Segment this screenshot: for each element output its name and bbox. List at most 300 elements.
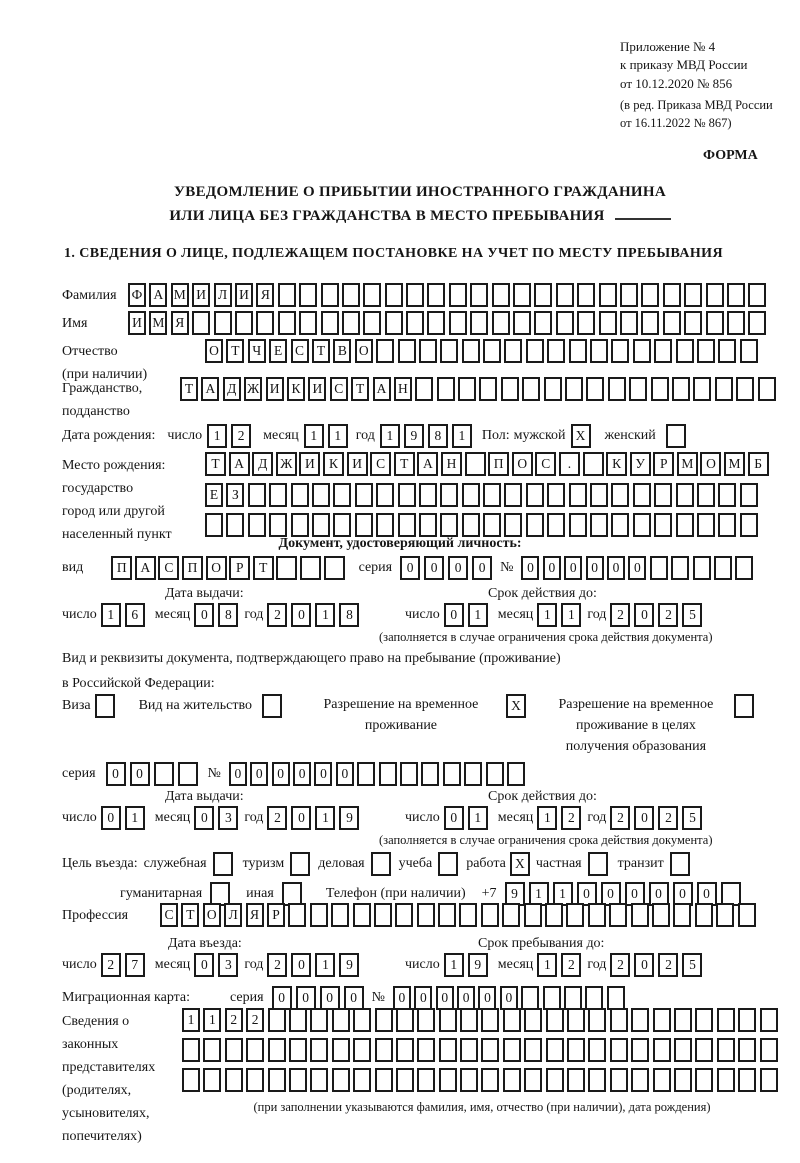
char-cell[interactable]: Я	[256, 283, 274, 307]
char-cell[interactable]	[182, 1068, 200, 1092]
char-cell[interactable]: 0	[414, 986, 432, 1010]
char-cell[interactable]	[588, 1068, 606, 1092]
char-cell[interactable]	[654, 513, 672, 537]
char-cell[interactable]	[503, 1038, 521, 1062]
char-cell[interactable]	[585, 986, 603, 1010]
char-cell[interactable]	[611, 483, 629, 507]
char-cell[interactable]	[481, 1038, 499, 1062]
char-cell[interactable]: 0	[314, 762, 332, 786]
char-cell[interactable]: Ж	[244, 377, 262, 401]
char-cell[interactable]	[415, 377, 433, 401]
char-cell[interactable]	[569, 513, 587, 537]
char-cell[interactable]	[226, 513, 244, 537]
char-cell[interactable]	[654, 339, 672, 363]
char-cell[interactable]	[427, 283, 445, 307]
char-cell[interactable]	[740, 483, 758, 507]
char-cell[interactable]: 0	[697, 882, 717, 906]
char-cell[interactable]	[651, 377, 669, 401]
char-cell[interactable]: 8	[339, 603, 359, 627]
char-cell[interactable]	[631, 1038, 649, 1062]
char-cell[interactable]: 1	[553, 882, 573, 906]
char-cell[interactable]: Р	[229, 556, 250, 580]
char-cell[interactable]	[419, 483, 437, 507]
char-cell[interactable]	[376, 513, 394, 537]
purpose-business-checkbox[interactable]	[371, 852, 391, 876]
char-cell[interactable]	[439, 1068, 457, 1092]
char-cell[interactable]	[760, 1038, 778, 1062]
char-cell[interactable]	[620, 311, 638, 335]
char-cell[interactable]	[633, 483, 651, 507]
char-cell[interactable]	[443, 762, 461, 786]
purpose-study-checkbox[interactable]	[438, 852, 458, 876]
char-cell[interactable]	[481, 1008, 499, 1032]
char-cell[interactable]: 2	[267, 953, 287, 977]
char-cell[interactable]	[631, 1008, 649, 1032]
purpose-transit-checkbox[interactable]	[670, 852, 690, 876]
char-cell[interactable]: К	[287, 377, 305, 401]
char-cell[interactable]	[312, 513, 330, 537]
char-cell[interactable]	[588, 1008, 606, 1032]
char-cell[interactable]: 2	[658, 603, 678, 627]
char-cell[interactable]	[353, 1038, 371, 1062]
char-cell[interactable]	[738, 1038, 756, 1062]
char-cell[interactable]	[375, 1068, 393, 1092]
char-cell[interactable]	[483, 339, 501, 363]
char-cell[interactable]: И	[128, 311, 146, 335]
char-cell[interactable]: О	[206, 556, 227, 580]
char-cell[interactable]: 1	[468, 806, 488, 830]
char-cell[interactable]	[256, 311, 274, 335]
char-cell[interactable]	[504, 483, 522, 507]
char-cell[interactable]: А	[229, 452, 250, 476]
char-cell[interactable]: 0	[272, 762, 290, 786]
char-cell[interactable]	[203, 1068, 221, 1092]
char-cell[interactable]	[385, 311, 403, 335]
char-cell[interactable]: О	[512, 452, 533, 476]
char-cell[interactable]	[324, 556, 345, 580]
char-cell[interactable]	[353, 903, 371, 927]
char-cell[interactable]	[727, 311, 745, 335]
char-cell[interactable]: 0	[393, 986, 411, 1010]
char-cell[interactable]	[353, 1008, 371, 1032]
char-cell[interactable]	[609, 903, 627, 927]
char-cell[interactable]	[556, 283, 574, 307]
char-cell[interactable]: 0	[586, 556, 604, 580]
char-cell[interactable]	[486, 762, 504, 786]
char-cell[interactable]	[235, 311, 253, 335]
char-cell[interactable]	[437, 377, 455, 401]
char-cell[interactable]: .	[559, 452, 580, 476]
char-cell[interactable]: 2	[246, 1008, 264, 1032]
char-cell[interactable]	[154, 762, 174, 786]
char-cell[interactable]: 1	[452, 424, 472, 448]
char-cell[interactable]: 0	[478, 986, 496, 1010]
char-cell[interactable]: Е	[205, 483, 223, 507]
char-cell[interactable]	[738, 1008, 756, 1032]
char-cell[interactable]	[706, 283, 724, 307]
char-cell[interactable]	[439, 1008, 457, 1032]
char-cell[interactable]: 1	[561, 603, 581, 627]
char-cell[interactable]: Л	[214, 283, 232, 307]
char-cell[interactable]	[417, 1008, 435, 1032]
char-cell[interactable]: И	[347, 452, 368, 476]
char-cell[interactable]: 1	[182, 1008, 200, 1032]
char-cell[interactable]: 3	[218, 806, 238, 830]
char-cell[interactable]: 0	[673, 882, 693, 906]
char-cell[interactable]	[503, 1008, 521, 1032]
char-cell[interactable]: 0	[634, 603, 654, 627]
char-cell[interactable]	[663, 283, 681, 307]
char-cell[interactable]: Т	[351, 377, 369, 401]
char-cell[interactable]: П	[488, 452, 509, 476]
char-cell[interactable]	[526, 483, 544, 507]
char-cell[interactable]: И	[308, 377, 326, 401]
char-cell[interactable]	[524, 1008, 542, 1032]
residence-permit-checkbox[interactable]	[262, 694, 282, 718]
char-cell[interactable]	[464, 762, 482, 786]
char-cell[interactable]: 0	[472, 556, 492, 580]
char-cell[interactable]: 2	[101, 953, 121, 977]
char-cell[interactable]: Т	[253, 556, 274, 580]
char-cell[interactable]: 0	[543, 556, 561, 580]
char-cell[interactable]: 0	[250, 762, 268, 786]
char-cell[interactable]	[289, 1068, 307, 1092]
char-cell[interactable]	[693, 556, 711, 580]
char-cell[interactable]	[526, 513, 544, 537]
char-cell[interactable]: 9	[339, 953, 359, 977]
char-cell[interactable]: 0	[601, 882, 621, 906]
char-cell[interactable]: 1	[101, 603, 121, 627]
char-cell[interactable]	[569, 483, 587, 507]
char-cell[interactable]: 2	[267, 603, 287, 627]
char-cell[interactable]	[440, 483, 458, 507]
char-cell[interactable]: 1	[537, 806, 557, 830]
char-cell[interactable]: С	[535, 452, 556, 476]
char-cell[interactable]	[299, 283, 317, 307]
char-cell[interactable]: 0	[320, 986, 340, 1010]
char-cell[interactable]: А	[373, 377, 391, 401]
char-cell[interactable]	[483, 483, 501, 507]
char-cell[interactable]	[248, 483, 266, 507]
char-cell[interactable]: 2	[231, 424, 251, 448]
char-cell[interactable]	[400, 762, 418, 786]
char-cell[interactable]	[695, 1038, 713, 1062]
char-cell[interactable]	[590, 483, 608, 507]
char-cell[interactable]	[760, 1008, 778, 1032]
char-cell[interactable]: 1	[304, 424, 324, 448]
char-cell[interactable]	[291, 513, 309, 537]
char-cell[interactable]: 1	[537, 603, 557, 627]
char-cell[interactable]: 0	[625, 882, 645, 906]
char-cell[interactable]	[534, 283, 552, 307]
char-cell[interactable]	[748, 283, 766, 307]
char-cell[interactable]: О	[205, 339, 223, 363]
char-cell[interactable]: 0	[628, 556, 646, 580]
char-cell[interactable]: 1	[125, 806, 145, 830]
char-cell[interactable]	[333, 513, 351, 537]
char-cell[interactable]	[268, 1038, 286, 1062]
char-cell[interactable]	[462, 339, 480, 363]
char-cell[interactable]	[693, 377, 711, 401]
char-cell[interactable]: М	[149, 311, 167, 335]
char-cell[interactable]: 9	[339, 806, 359, 830]
char-cell[interactable]	[547, 339, 565, 363]
char-cell[interactable]	[439, 1038, 457, 1062]
male-checkbox[interactable]: X	[571, 424, 591, 448]
char-cell[interactable]: Т	[226, 339, 244, 363]
char-cell[interactable]	[718, 483, 736, 507]
char-cell[interactable]: Т	[312, 339, 330, 363]
char-cell[interactable]	[483, 513, 501, 537]
char-cell[interactable]	[440, 339, 458, 363]
char-cell[interactable]	[760, 1068, 778, 1092]
char-cell[interactable]	[398, 483, 416, 507]
char-cell[interactable]: 0	[194, 603, 214, 627]
char-cell[interactable]: 1	[207, 424, 227, 448]
char-cell[interactable]	[611, 513, 629, 537]
char-cell[interactable]	[524, 1038, 542, 1062]
char-cell[interactable]	[758, 377, 776, 401]
char-cell[interactable]: 5	[682, 603, 702, 627]
char-cell[interactable]: Н	[441, 452, 462, 476]
char-cell[interactable]	[544, 377, 562, 401]
char-cell[interactable]: 1	[203, 1008, 221, 1032]
char-cell[interactable]	[459, 903, 477, 927]
char-cell[interactable]: О	[203, 903, 221, 927]
char-cell[interactable]	[363, 283, 381, 307]
char-cell[interactable]	[300, 556, 321, 580]
char-cell[interactable]: П	[182, 556, 203, 580]
char-cell[interactable]: 0	[457, 986, 475, 1010]
char-cell[interactable]	[342, 311, 360, 335]
char-cell[interactable]: М	[677, 452, 698, 476]
char-cell[interactable]	[268, 1068, 286, 1092]
char-cell[interactable]	[374, 903, 392, 927]
char-cell[interactable]: Н	[394, 377, 412, 401]
char-cell[interactable]	[588, 1038, 606, 1062]
char-cell[interactable]	[396, 1008, 414, 1032]
char-cell[interactable]	[246, 1038, 264, 1062]
char-cell[interactable]	[522, 377, 540, 401]
purpose-work-checkbox[interactable]: X	[510, 852, 530, 876]
char-cell[interactable]	[458, 377, 476, 401]
char-cell[interactable]	[353, 1068, 371, 1092]
char-cell[interactable]	[225, 1038, 243, 1062]
char-cell[interactable]: 8	[218, 603, 238, 627]
char-cell[interactable]: 6	[125, 603, 145, 627]
char-cell[interactable]	[385, 283, 403, 307]
char-cell[interactable]: 9	[404, 424, 424, 448]
char-cell[interactable]	[608, 377, 626, 401]
char-cell[interactable]	[610, 1008, 628, 1032]
char-cell[interactable]	[268, 1008, 286, 1032]
char-cell[interactable]: П	[111, 556, 132, 580]
char-cell[interactable]	[465, 452, 486, 476]
char-cell[interactable]	[717, 1008, 735, 1032]
char-cell[interactable]: 0	[448, 556, 468, 580]
char-cell[interactable]	[620, 283, 638, 307]
char-cell[interactable]: 0	[564, 556, 582, 580]
char-cell[interactable]	[526, 339, 544, 363]
char-cell[interactable]	[481, 903, 499, 927]
char-cell[interactable]: А	[201, 377, 219, 401]
char-cell[interactable]	[663, 311, 681, 335]
char-cell[interactable]: С	[291, 339, 309, 363]
char-cell[interactable]	[654, 483, 672, 507]
char-cell[interactable]: 0	[106, 762, 126, 786]
char-cell[interactable]	[312, 483, 330, 507]
char-cell[interactable]	[588, 903, 606, 927]
char-cell[interactable]: И	[235, 283, 253, 307]
char-cell[interactable]: С	[370, 452, 391, 476]
char-cell[interactable]: 2	[658, 806, 678, 830]
visa-checkbox[interactable]	[95, 694, 115, 718]
char-cell[interactable]: 0	[291, 603, 311, 627]
char-cell[interactable]	[569, 339, 587, 363]
char-cell[interactable]: 0	[291, 806, 311, 830]
char-cell[interactable]	[674, 1008, 692, 1032]
char-cell[interactable]	[697, 513, 715, 537]
char-cell[interactable]: М	[724, 452, 745, 476]
char-cell[interactable]: 1	[315, 953, 335, 977]
char-cell[interactable]	[449, 283, 467, 307]
char-cell[interactable]	[310, 1008, 328, 1032]
char-cell[interactable]: 3	[218, 953, 238, 977]
char-cell[interactable]	[717, 1038, 735, 1062]
purpose-tourism-checkbox[interactable]	[290, 852, 310, 876]
char-cell[interactable]	[652, 903, 670, 927]
char-cell[interactable]: 8	[428, 424, 448, 448]
char-cell[interactable]: 1	[468, 603, 488, 627]
char-cell[interactable]	[246, 1068, 264, 1092]
char-cell[interactable]: 0	[521, 556, 539, 580]
char-cell[interactable]	[547, 513, 565, 537]
char-cell[interactable]	[631, 903, 649, 927]
char-cell[interactable]	[421, 762, 439, 786]
char-cell[interactable]	[567, 1068, 585, 1092]
char-cell[interactable]: 0	[649, 882, 669, 906]
char-cell[interactable]	[565, 377, 583, 401]
char-cell[interactable]	[440, 513, 458, 537]
char-cell[interactable]	[590, 339, 608, 363]
char-cell[interactable]	[577, 283, 595, 307]
char-cell[interactable]: С	[160, 903, 178, 927]
char-cell[interactable]	[396, 1038, 414, 1062]
char-cell[interactable]: 7	[125, 953, 145, 977]
char-cell[interactable]: Ф	[128, 283, 146, 307]
char-cell[interactable]	[672, 377, 690, 401]
char-cell[interactable]: 0	[336, 762, 354, 786]
char-cell[interactable]: Т	[181, 903, 199, 927]
char-cell[interactable]: У	[630, 452, 651, 476]
char-cell[interactable]: Т	[180, 377, 198, 401]
char-cell[interactable]	[310, 903, 328, 927]
char-cell[interactable]	[653, 1068, 671, 1092]
char-cell[interactable]: Б	[748, 452, 769, 476]
char-cell[interactable]	[398, 339, 416, 363]
char-cell[interactable]: 0	[293, 762, 311, 786]
char-cell[interactable]	[460, 1038, 478, 1062]
char-cell[interactable]	[331, 903, 349, 927]
char-cell[interactable]: 2	[561, 953, 581, 977]
char-cell[interactable]	[376, 339, 394, 363]
char-cell[interactable]	[727, 283, 745, 307]
char-cell[interactable]	[504, 513, 522, 537]
char-cell[interactable]	[310, 1038, 328, 1062]
char-cell[interactable]	[419, 339, 437, 363]
char-cell[interactable]	[357, 762, 375, 786]
char-cell[interactable]: И	[266, 377, 284, 401]
char-cell[interactable]: 0	[272, 986, 292, 1010]
char-cell[interactable]	[740, 513, 758, 537]
char-cell[interactable]	[470, 283, 488, 307]
char-cell[interactable]	[564, 986, 582, 1010]
char-cell[interactable]	[566, 903, 584, 927]
temp-residence-edu-checkbox[interactable]	[734, 694, 754, 718]
char-cell[interactable]: Л	[224, 903, 242, 927]
char-cell[interactable]: 0	[436, 986, 454, 1010]
char-cell[interactable]: А	[135, 556, 156, 580]
char-cell[interactable]: А	[417, 452, 438, 476]
char-cell[interactable]	[417, 903, 435, 927]
char-cell[interactable]	[375, 1008, 393, 1032]
char-cell[interactable]	[502, 903, 520, 927]
char-cell[interactable]: 0	[607, 556, 625, 580]
char-cell[interactable]	[501, 377, 519, 401]
char-cell[interactable]	[611, 339, 629, 363]
char-cell[interactable]	[503, 1068, 521, 1092]
char-cell[interactable]: С	[158, 556, 179, 580]
char-cell[interactable]	[583, 452, 604, 476]
char-cell[interactable]: И	[299, 452, 320, 476]
char-cell[interactable]	[332, 1038, 350, 1062]
char-cell[interactable]	[543, 986, 561, 1010]
char-cell[interactable]: 0	[344, 986, 364, 1010]
char-cell[interactable]	[289, 1008, 307, 1032]
char-cell[interactable]	[684, 311, 702, 335]
char-cell[interactable]	[449, 311, 467, 335]
char-cell[interactable]	[288, 903, 306, 927]
char-cell[interactable]	[376, 483, 394, 507]
char-cell[interactable]	[715, 377, 733, 401]
char-cell[interactable]	[205, 513, 223, 537]
char-cell[interactable]	[577, 311, 595, 335]
char-cell[interactable]: 2	[610, 953, 630, 977]
char-cell[interactable]: И	[192, 283, 210, 307]
female-checkbox[interactable]	[666, 424, 686, 448]
char-cell[interactable]: 0	[634, 953, 654, 977]
char-cell[interactable]	[507, 762, 525, 786]
char-cell[interactable]: 0	[500, 986, 518, 1010]
char-cell[interactable]	[738, 1068, 756, 1092]
char-cell[interactable]	[355, 513, 373, 537]
char-cell[interactable]: Р	[653, 452, 674, 476]
char-cell[interactable]: А	[149, 283, 167, 307]
char-cell[interactable]	[716, 903, 734, 927]
char-cell[interactable]	[481, 1068, 499, 1092]
char-cell[interactable]: 0	[194, 806, 214, 830]
char-cell[interactable]: Д	[223, 377, 241, 401]
char-cell[interactable]: 0	[634, 806, 654, 830]
char-cell[interactable]	[567, 1008, 585, 1032]
char-cell[interactable]	[492, 311, 510, 335]
char-cell[interactable]	[379, 762, 397, 786]
char-cell[interactable]	[545, 903, 563, 927]
char-cell[interactable]: В	[333, 339, 351, 363]
char-cell[interactable]	[546, 1008, 564, 1032]
char-cell[interactable]	[546, 1038, 564, 1062]
char-cell[interactable]	[419, 513, 437, 537]
